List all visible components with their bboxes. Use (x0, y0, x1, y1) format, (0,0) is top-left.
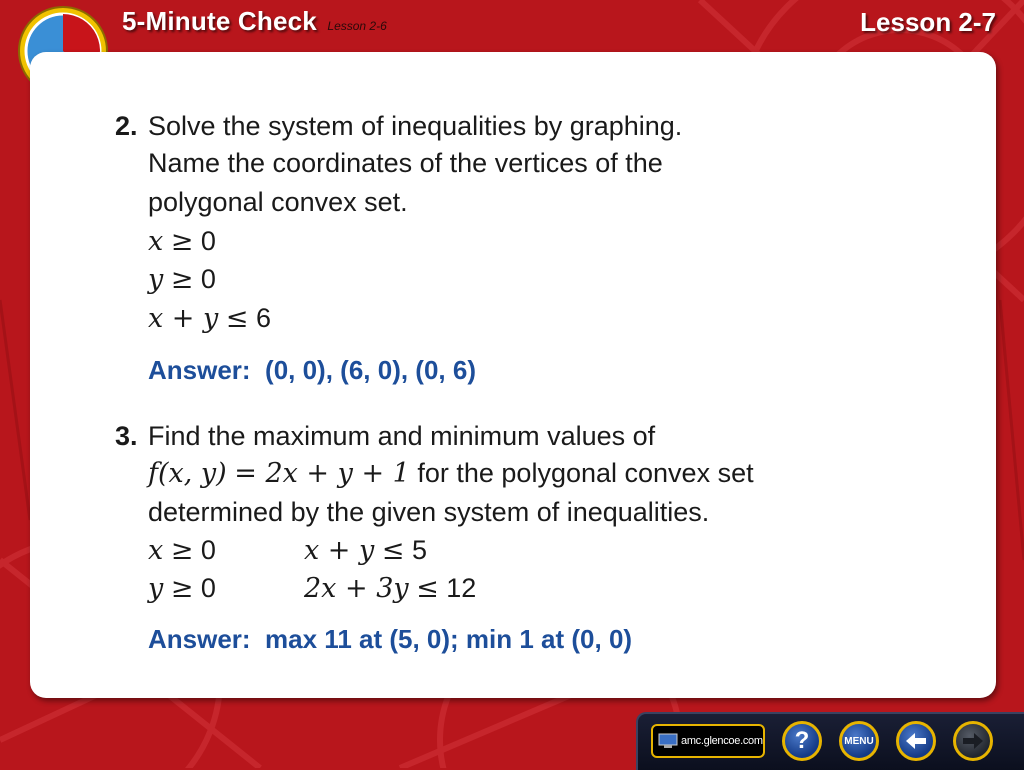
problem-3-answer (148, 624, 632, 655)
problem-3-function-line: f(x, y) = 2x + y + 1 for the polygonal convex set (148, 458, 754, 489)
problem-3-inequality-3: x + y ≤ 5 (304, 535, 427, 566)
problem-3-inequality-4: 2x + 3y ≤ 12 (304, 573, 477, 604)
problem-3-line-1: Find the maximum and minimum values of (148, 421, 656, 451)
problem-2-inequality-2: y ≥ 0 (148, 264, 216, 295)
previous-lesson-label: Lesson 2-6 (327, 19, 387, 33)
problem-2-line-1: Solve the system of inequalities by graphing. (148, 111, 683, 141)
lesson-label: Lesson 2-7 (860, 7, 996, 37)
problem-2-line-2: Name the coordinates of the vertices of the (148, 148, 663, 178)
back-button[interactable] (896, 721, 936, 761)
forward-button[interactable] (953, 721, 993, 761)
menu-label: MENU (844, 735, 874, 747)
problem-2-inequality-3: x + y ≤ 6 (148, 303, 271, 334)
problem-2-line-3: polygonal convex set. (148, 187, 408, 217)
menu-button[interactable] (839, 721, 879, 761)
answer-label: Answer: (148, 355, 251, 385)
header-title (122, 6, 387, 37)
arrow-left-icon (905, 732, 927, 750)
help-icon: ? (794, 727, 810, 754)
answer-label: Answer: (148, 624, 251, 654)
website-link-button[interactable] (651, 724, 765, 758)
problem-2-inequality-1: x ≥ 0 (148, 226, 216, 257)
problem-3-inequality-2: y ≥ 0 (148, 573, 216, 604)
answer-value: max 11 at (5, 0); min 1 at (0, 0) (265, 624, 633, 654)
help-button[interactable] (782, 721, 822, 761)
website-label: amc.glencoe.com (681, 735, 763, 747)
arrow-right-icon (962, 732, 984, 750)
page-title: 5-Minute Check (122, 6, 317, 36)
problem-3-line-3: determined by the given system of inequalities. (148, 497, 710, 527)
answer-value: (0, 0), (6, 0), (0, 6) (265, 355, 476, 385)
problem-3-inequality-1: x ≥ 0 (148, 535, 216, 566)
problem-2-answer (148, 355, 476, 386)
problem-2-number: 2. (115, 111, 138, 141)
computer-icon (658, 733, 678, 749)
problem-3-number: 3. (115, 421, 138, 451)
